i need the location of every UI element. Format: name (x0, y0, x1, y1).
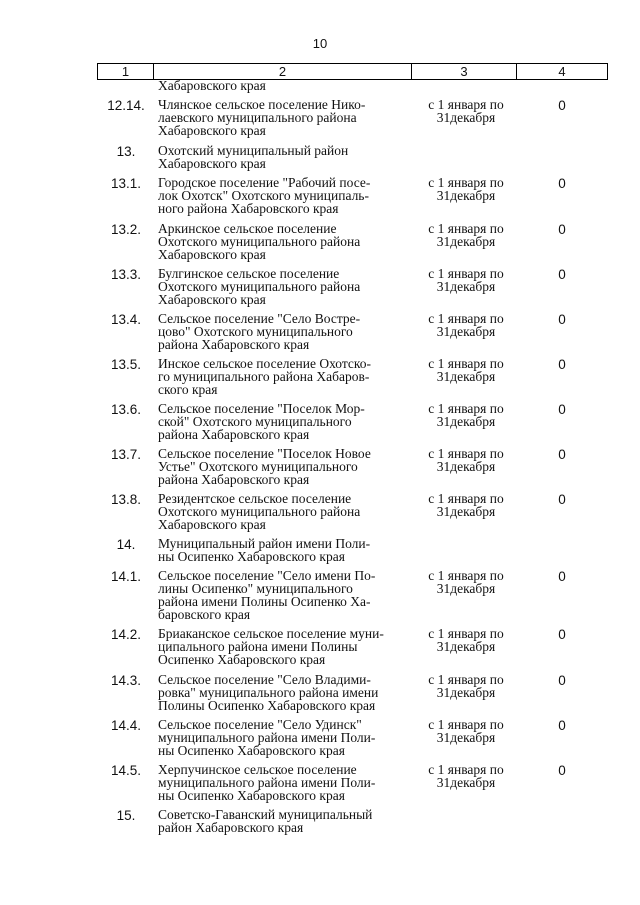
row-number: 13.6. (110, 402, 142, 417)
row-number: 15. (116, 808, 136, 823)
row-number: 13.8. (110, 492, 142, 507)
table-row (0, 267, 640, 312)
row-value: 0 (558, 98, 566, 113)
table-row (0, 357, 640, 402)
row-name: Резидентское сельское поселение Охотского муниципального района Хабаровского края (158, 491, 361, 532)
row-value: 0 (558, 312, 566, 327)
row-value: 0 (558, 718, 566, 733)
row-number: 13.5. (110, 357, 142, 372)
table-row (0, 673, 640, 718)
row-value: 0 (558, 447, 566, 462)
row-number: 13.7. (110, 447, 142, 462)
row-name: Городское поселение "Рабочий посе- лок Охотск" Охотского муниципаль- ного района Хабаровского края (158, 175, 371, 216)
row-name: Сельское поселение "Поселок Мор- ской" Охотского муниципального района Хабаровского края (158, 401, 365, 442)
header-col-1: 1 (121, 64, 130, 79)
row-number: 13.4. (110, 312, 142, 327)
row-number: 14.4. (110, 718, 142, 733)
row-period: с 1 января по 31декабря (428, 762, 504, 790)
table-body (0, 98, 640, 838)
row-value: 0 (558, 763, 566, 778)
row-value: 0 (558, 267, 566, 282)
row-number: 13. (116, 144, 136, 159)
row-value: 0 (558, 569, 566, 584)
table-row (0, 718, 640, 763)
table-row (0, 402, 640, 447)
row-period: с 1 января по 31декабря (428, 97, 504, 125)
row-name: Булгинское сельское поселение Охотского муниципального района Хабаровского края (158, 266, 361, 307)
row-name: Бриаканское сельское поселение муни- ципального района имени Полины Осипенко Хабаровского края (158, 626, 384, 667)
row-name: Сельское поселение "Село Удинск" муниципального района имени Поли- ны Осипенко Хабаровского края (158, 717, 376, 758)
row-number: 14.3. (110, 673, 142, 688)
table-row (0, 312, 640, 357)
row-period: с 1 января по 31декабря (428, 356, 504, 384)
row-period: с 1 января по 31декабря (428, 568, 504, 596)
row-period: с 1 января по 31декабря (428, 266, 504, 294)
header-col-2: 2 (153, 64, 411, 79)
row-value: 0 (558, 222, 566, 237)
row-number: 13.3. (110, 267, 142, 282)
continued-row-text: Хабаровского края (158, 78, 266, 93)
row-name: Сельское поселение "Село Востре- цово" Охотского муниципального района Хабаровского края (158, 311, 361, 352)
table-row (0, 537, 640, 569)
row-number: 14.5. (110, 763, 142, 778)
row-period: с 1 января по 31декабря (428, 717, 504, 745)
row-period: с 1 января по 31декабря (428, 672, 504, 700)
table-row (0, 627, 640, 673)
row-value: 0 (558, 492, 566, 507)
row-value: 0 (558, 176, 566, 191)
table-row (0, 176, 640, 222)
row-period: с 1 января по 31декабря (428, 446, 504, 474)
row-name: Сельское поселение "Село Владими- ровка" муниципального района имени Полины Осипенко Хабаровского края (158, 672, 379, 713)
row-name: Члянское сельское поселение Нико- лаевского муниципального района Хабаровского края (158, 97, 366, 138)
row-value: 0 (558, 357, 566, 372)
row-name: Муниципальный район имени Поли- ны Осипенко Хабаровского края (158, 536, 371, 564)
row-number: 14.1. (110, 569, 142, 584)
row-number: 14. (116, 537, 136, 552)
row-name: Охотский муниципальный район Хабаровского края (158, 143, 349, 171)
row-name: Сельское поселение "Село имени По- лины Осипенко" муниципального района имени Полины Осипенко Ха- баровского края (158, 568, 376, 622)
row-value: 0 (558, 673, 566, 688)
table-row (0, 98, 640, 144)
row-period: с 1 января по 31декабря (428, 491, 504, 519)
row-period: с 1 января по 31декабря (428, 175, 504, 203)
row-period: с 1 января по 31декабря (428, 626, 504, 654)
table-row (0, 447, 640, 492)
page-number: 10 (312, 36, 328, 51)
row-name: Советско-Гаванский муниципальный район Хабаровского края (158, 807, 373, 835)
table-row (0, 808, 640, 838)
row-value: 0 (558, 402, 566, 417)
header-col-3: 3 (411, 64, 516, 79)
row-value: 0 (558, 627, 566, 642)
header-col-4: 4 (516, 64, 607, 79)
table-row (0, 222, 640, 267)
row-number: 13.2. (110, 222, 142, 237)
row-number: 12.14. (107, 98, 145, 113)
row-name: Сельское поселение "Поселок Новое Устье" Охотского муниципального района Хабаровского края (158, 446, 371, 487)
row-number: 13.1. (110, 176, 142, 191)
row-name: Херпучинское сельское поселение муниципального района имени Поли- ны Осипенко Хабаровского края (158, 762, 376, 803)
row-number: 14.2. (110, 627, 142, 642)
row-period: с 1 января по 31декабря (428, 311, 504, 339)
row-period: с 1 января по 31декабря (428, 401, 504, 429)
table-row (0, 763, 640, 808)
table-row (0, 144, 640, 176)
row-name: Аркинское сельское поселение Охотского муниципального района Хабаровского края (158, 221, 361, 262)
table-row (0, 492, 640, 537)
row-period: с 1 января по 31декабря (428, 221, 504, 249)
row-name: Инское сельское поселение Охотско- го муниципального района Хабаров- ского края (158, 356, 372, 397)
table-row (0, 569, 640, 627)
